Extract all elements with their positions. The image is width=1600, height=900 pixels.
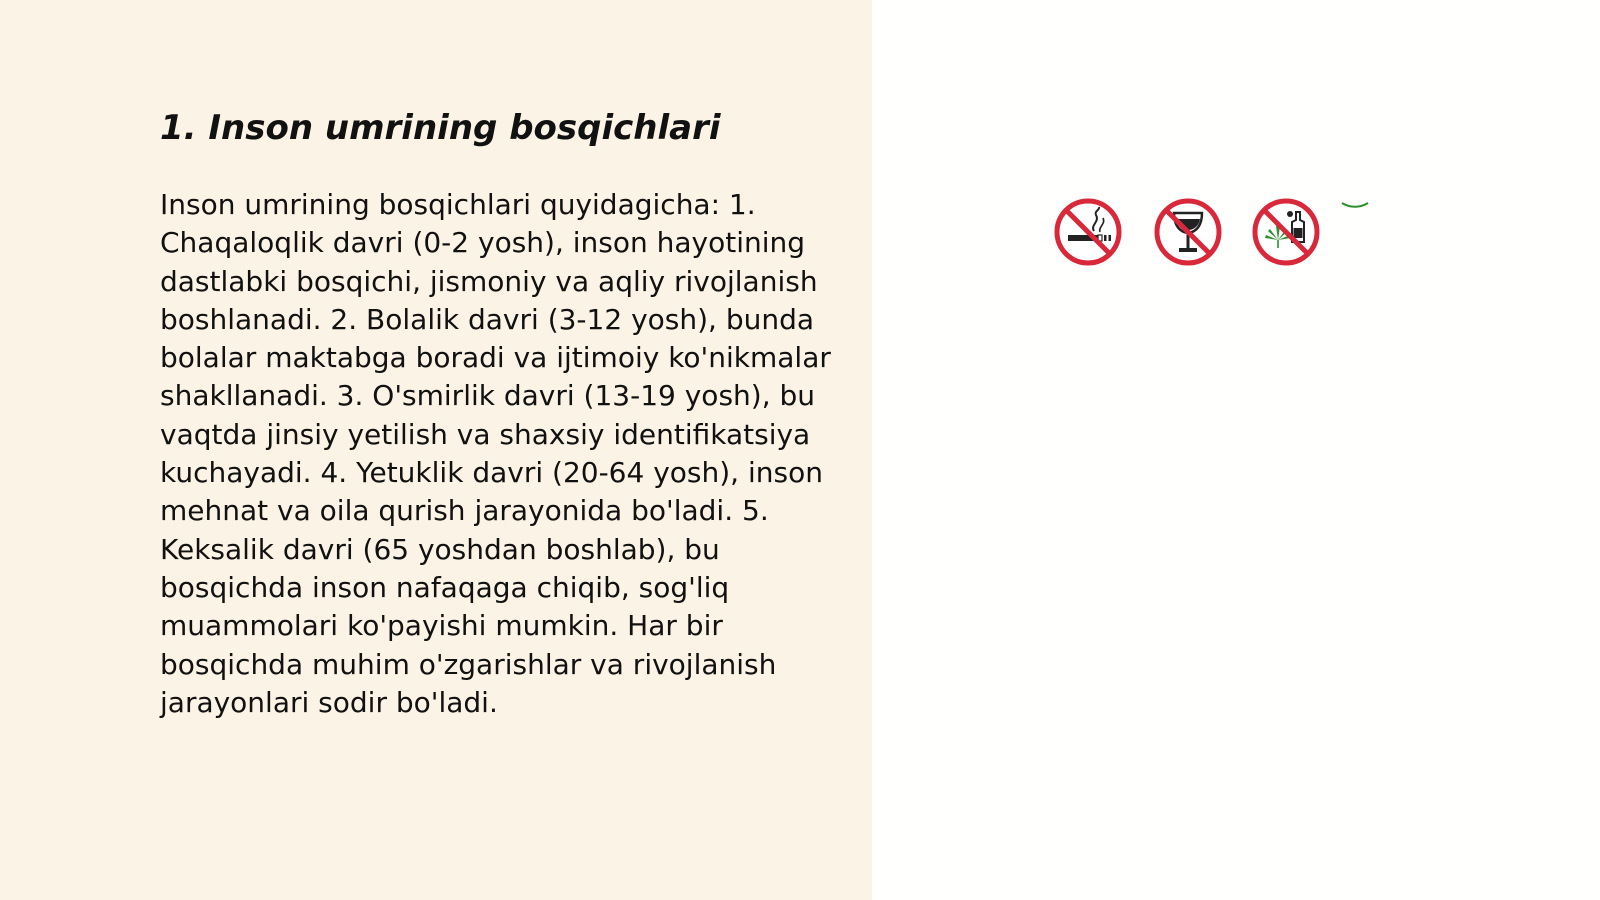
- slide-title: 1. Inson umrining bosqichlari: [160, 108, 721, 148]
- no-alcohol-icon: [1154, 198, 1222, 266]
- slide-body-text: Inson umrining bosqichlari quyidagicha: 1. Chaqaloqlik davri (0-2 yosh), inson hayotining dastlabki bosqichi, jismoniy va aqliy rivojlanish boshlanadi. 2. Bolalik davri (3-12 yosh), bunda bolalar maktabga boradi va ijtimoiy ko'nikmalar shakllanadi. 3. O'smirlik davri (13-19 yosh), bu vaqtda jinsiy yetilish va shaxsiy identifikatsiya kuchayadi. 4. Yetuklik davri (20-64 yosh), inson mehnat va oila qurish jarayonida bo'ladi. 5. Keksalik davri (65 yoshdan boshlab), bu bosqichda inson nafaqaga chiqib, sog'liq muammolari ko'payishi mumkin. Har bir bosqichda muhim o'zgarishlar va rivojlanish jarayonlari sodir bo'ladi.: [160, 188, 831, 719]
- image-panel: [872, 0, 1600, 900]
- partial-green-mark: [1340, 196, 1370, 204]
- no-smoking-icon: [1054, 198, 1122, 266]
- no-drugs-icon: [1252, 198, 1320, 266]
- prohibition-signs-image: [1050, 198, 1370, 270]
